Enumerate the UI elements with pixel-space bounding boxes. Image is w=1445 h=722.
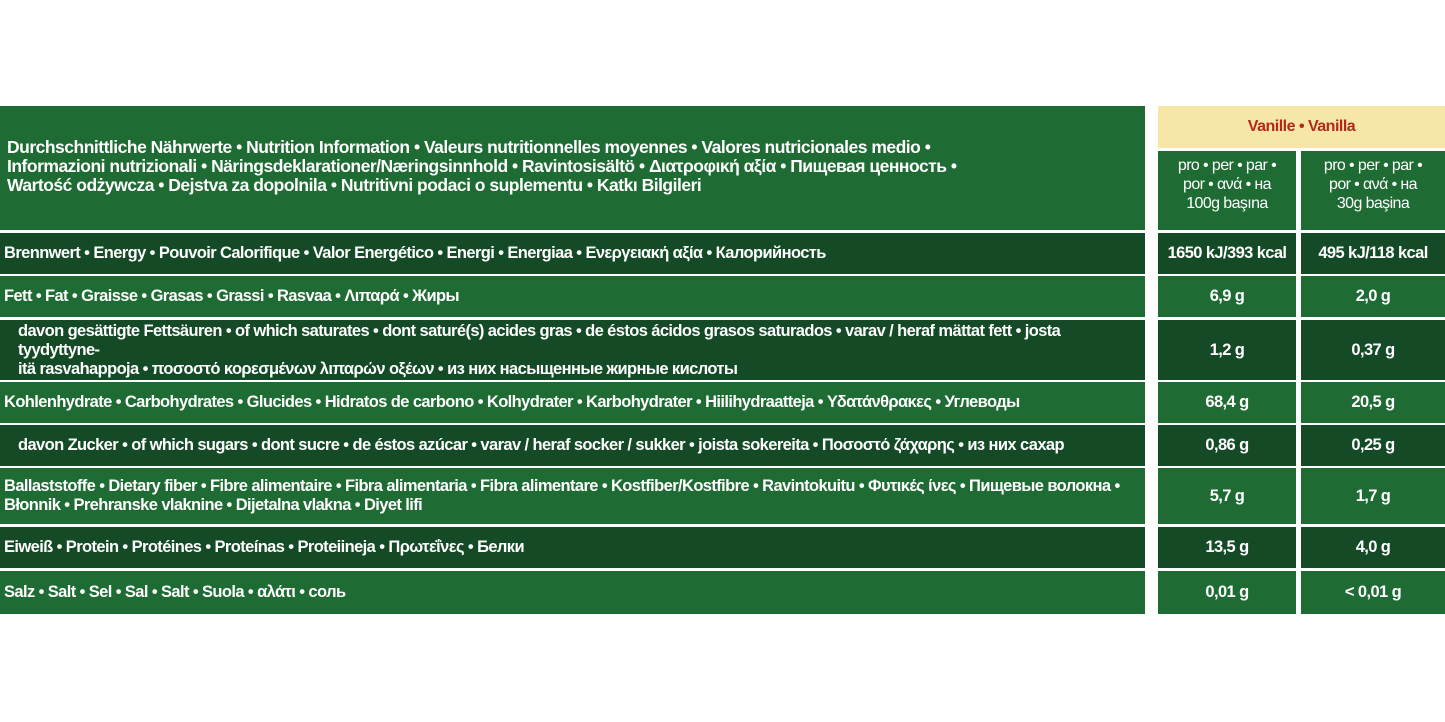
flavor-header: Vanille • Vanilla [1158, 106, 1445, 148]
table-row-label [0, 468, 1145, 524]
value-30g: 20,5 g [1301, 382, 1445, 423]
column-header-30g [1301, 151, 1445, 230]
row-label-line: Salz • Salt • Sel • Sal • Salt • Suola • αλάτι • соль [4, 583, 346, 601]
value-100g: 68,4 g [1158, 382, 1296, 423]
value-100g: 13,5 g [1158, 527, 1296, 568]
column-header-line: por • ανά • на [1183, 176, 1271, 193]
table-row-label [0, 382, 1145, 423]
value-30g: 1,7 g [1301, 468, 1445, 524]
value-100g: 6,9 g [1158, 276, 1296, 317]
title-line: Wartość odżywcza • Dejstva za dopolnila • Nutritivni podaci o suplementu • Katkı Bilgileri [7, 175, 702, 195]
table-row-label [0, 276, 1145, 317]
row-label-line: davon Zucker • of which sugars • dont sucre • de éstos azúcar • varav / heraf socker / sukker • joista sokereita • Ποσοστό ζάχαρης • из них сахар [18, 436, 1064, 454]
table-row-label [0, 571, 1145, 614]
value-30g: < 0,01 g [1301, 571, 1445, 614]
table-row-label [0, 320, 1145, 380]
value-100g: 1,2 g [1158, 320, 1296, 380]
column-header-line: por • ανά • на [1329, 176, 1417, 193]
value-100g: 0,86 g [1158, 425, 1296, 466]
value-100g: 0,01 g [1158, 571, 1296, 614]
value-100g: 5,7 g [1158, 468, 1296, 524]
table-title [0, 106, 1145, 230]
value-30g: 4,0 g [1301, 527, 1445, 568]
title-line: Informazioni nutrizionali • Näringsdeklarationer/Næringsinnhold • Ravintosisältö • Διατροφική αξία • Пищевая ценность • [7, 156, 957, 176]
row-label-line: Ballaststoffe • Dietary fiber • Fibre alimentaire • Fibra alimentaria • Fibra alimentare • Kostfiber/Kostfibre • Ravintokuitu • Φυτικές ίνες • Пищевые волокна • [4, 477, 1120, 495]
column-header-line: pro • per • par • [1177, 157, 1277, 174]
column-header-line: 100g başına [1186, 195, 1268, 212]
table-row-label [0, 527, 1145, 568]
table-row-label [0, 233, 1145, 274]
value-30g: 495 kJ/118 kcal [1301, 233, 1445, 274]
row-label-line: Eiweiß • Protein • Protéines • Proteínas • Proteiineja • Πρωτεΐνες • Белки [4, 538, 525, 556]
table-row-label [0, 425, 1145, 466]
row-label-line: Fett • Fat • Graisse • Grasas • Grassi • Rasvaa • Λιπαρά • Жиры [4, 287, 459, 305]
row-label-line: davon gesättigte Fettsäuren • of which saturates • dont saturé(s) acides gras • de éstos ácidos grasos saturados • varav / heraf mättat fett • josta tyydyttyne- [18, 321, 1061, 359]
row-label-line: Brennwert • Energy • Pouvoir Calorifique • Valor Energético • Energi • Energiaa • Ενεργειακή αξία • Калорийность [4, 244, 826, 262]
value-100g: 1650 kJ/393 kcal [1158, 233, 1296, 274]
column-header-100g [1158, 151, 1296, 230]
row-label-line: Kohlenhydrate • Carbohydrates • Glucides • Hidratos de carbono • Kolhydrater • Karbohydrater • Hiilihydraatteja • Υδατάνθρακες • Углеводы [4, 393, 1020, 411]
row-label-line: itä rasvahappoja • ποσοστό κορεσμένων λιπαρών οξέων • из них насыщенные жирные кислоты [18, 359, 738, 378]
column-header-line: pro • per • par • [1323, 157, 1423, 174]
row-label-line: Błonnik • Prehranske vlaknine • Dijetalna vlakna • Diyet lifi [4, 496, 423, 514]
nutrition-table [0, 106, 1445, 614]
value-30g: 0,37 g [1301, 320, 1445, 380]
column-header-line: 30g başina [1336, 195, 1410, 212]
value-30g: 0,25 g [1301, 425, 1445, 466]
value-30g: 2,0 g [1301, 276, 1445, 317]
title-line: Durchschnittliche Nährwerte • Nutrition Information • Valeurs nutritionnelles moyennes • Valores nutricionales medio • [7, 137, 931, 157]
